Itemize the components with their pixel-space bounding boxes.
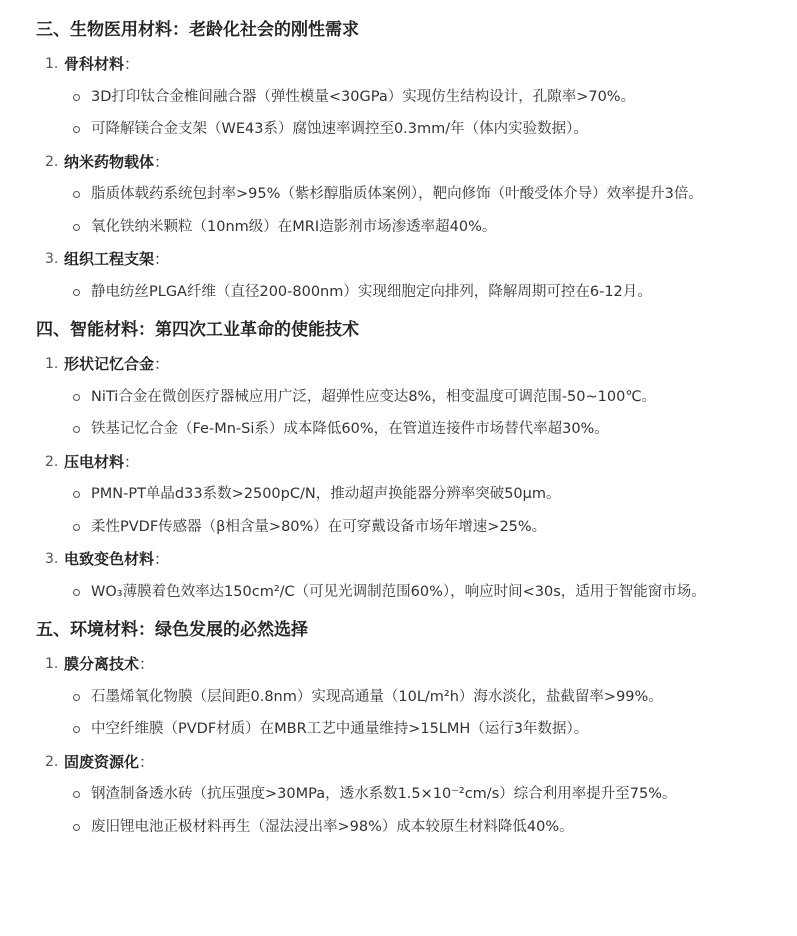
bullet-text: 静电纺丝PLGA纤维（直径200-800nm）实现细胞定向排列，降解周期可控在6-12月。 [91, 283, 652, 300]
item-heading [36, 243, 791, 276]
hollow-circle-bullet-icon [73, 394, 80, 401]
item-colon: ： [124, 452, 140, 471]
item-colon: ： [154, 550, 170, 568]
section-biomedical [36, 14, 791, 308]
item-label: 电致变色材料 [64, 550, 155, 568]
bullet-text: 脂质体载药系统包封率>95%（紫杉醇脂质体案例），靶向修饰（叶酸受体介导）效率提升3倍。 [91, 186, 703, 202]
bullet-text: 钢渣制备透水砖（抗压强度>30MPa，透水系数1.5×10⁻²cm/s）综合利用率提升至75%。 [91, 786, 677, 802]
bullet-item [36, 113, 791, 146]
bullet-list [36, 681, 791, 746]
list-item [36, 348, 791, 446]
item-heading [36, 446, 791, 479]
item-heading [36, 48, 791, 81]
list-item [36, 48, 791, 146]
hollow-circle-bullet-icon [73, 126, 80, 133]
bullet-list [36, 81, 791, 146]
bullet-text: 3D打印钛合金椎间融合器（弹性模量<30GPa）实现仿生结构设计，孔隙率>70%。 [91, 88, 636, 105]
item-label: 纳米药物载体 [64, 152, 155, 171]
hollow-circle-bullet-icon [73, 726, 80, 733]
hollow-circle-bullet-icon [73, 491, 80, 498]
item-number: 3. [45, 551, 59, 567]
bullet-text: 铁基记忆合金（Fe-Mn-Si系）成本降低60%，在管道连接件市场替代率超30%。 [91, 421, 609, 437]
numbered-list [36, 648, 791, 843]
section-smart-materials [36, 308, 791, 608]
hollow-circle-bullet-icon [73, 524, 80, 531]
bullet-text: 氧化铁纳米颗粒（10nm级）在MRI造影剂市场渗透率超40%。 [91, 218, 497, 235]
item-colon: ： [139, 752, 155, 771]
hollow-circle-bullet-icon [73, 224, 80, 231]
item-colon: ： [154, 152, 170, 171]
item-number: 2. [45, 753, 59, 770]
item-heading [36, 648, 791, 681]
bullet-text: 可降解镁合金支架（WE43系）腐蚀速率调控至0.3mm/年（体内实验数据）。 [91, 121, 588, 137]
bullet-list [36, 478, 791, 543]
hollow-circle-bullet-icon [73, 191, 80, 198]
bullet-item [36, 178, 791, 211]
list-item [36, 146, 791, 244]
bullet-text: PMN-PT单晶d33系数>2500pC/N，推动超声换能器分辨率突破50μm。 [91, 486, 561, 502]
item-colon: ： [139, 655, 155, 673]
document-body [36, 14, 791, 843]
item-label: 压电材料 [64, 452, 125, 471]
hollow-circle-bullet-icon [73, 694, 80, 701]
bullet-item [36, 81, 791, 114]
bullet-item [36, 681, 791, 714]
bullet-item [36, 576, 791, 609]
bullet-text: NiTi合金在微创医疗器械应用广泛，超弹性应变达8%，相变温度可调范围-50~100℃。 [91, 388, 657, 405]
item-number: 1. [45, 56, 59, 72]
section-title: 五、环境材料：绿色发展的必然选择 [36, 620, 308, 640]
hollow-circle-bullet-icon [73, 426, 80, 433]
bullet-text: 废旧锂电池正极材料再生（湿法浸出率>98%）成本较原生材料降低40%。 [91, 818, 574, 835]
bullet-item [36, 211, 791, 244]
item-colon: ： [154, 355, 170, 373]
bullet-list [36, 178, 791, 243]
bullet-list [36, 381, 791, 446]
bullet-text: 中空纤维膜（PVDF材质）在MBR工艺中通量维持>15LMH（运行3年数据）。 [91, 721, 589, 737]
hollow-circle-bullet-icon [73, 94, 80, 101]
bullet-item [36, 713, 791, 746]
item-heading [36, 146, 791, 179]
bullet-item [36, 511, 791, 544]
item-colon: ： [124, 55, 140, 73]
bullet-item [36, 381, 791, 414]
list-item [36, 648, 791, 746]
item-label: 固废资源化 [64, 752, 140, 771]
item-label: 组织工程支架 [64, 250, 155, 268]
section-title: 四、智能材料：第四次工业革命的使能技术 [36, 320, 359, 340]
bullet-item [36, 413, 791, 446]
bullet-text: 柔性PVDF传感器（β相含量>80%）在可穿戴设备市场年增速>25%。 [91, 518, 547, 535]
item-colon: ： [154, 250, 170, 268]
hollow-circle-bullet-icon [73, 589, 80, 596]
item-label: 骨科材料 [64, 55, 125, 73]
list-item [36, 543, 791, 608]
bullet-list [36, 576, 791, 609]
list-item [36, 746, 791, 844]
section-title: 三、生物医用材料：老龄化社会的刚性需求 [36, 20, 359, 40]
item-number: 3. [45, 251, 59, 267]
bullet-text: WO₃薄膜着色效率达150cm²/C（可见光调制范围60%），响应时间<30s，适用于智能窗市场。 [91, 583, 706, 600]
item-label: 膜分离技术 [64, 655, 140, 673]
numbered-list [36, 48, 791, 308]
hollow-circle-bullet-icon [73, 824, 80, 831]
numbered-list [36, 348, 791, 608]
item-label: 形状记忆合金 [64, 355, 155, 373]
item-heading [36, 543, 791, 576]
bullet-item [36, 778, 791, 811]
bullet-list [36, 276, 791, 309]
list-item [36, 243, 791, 308]
item-number: 1. [45, 656, 59, 672]
bullet-item [36, 478, 791, 511]
bullet-item [36, 811, 791, 844]
item-number: 2. [45, 153, 59, 170]
item-heading [36, 746, 791, 779]
bullet-text: 石墨烯氧化物膜（层间距0.8nm）实现高通量（10L/m²h）海水淡化，盐截留率>99%。 [91, 688, 663, 705]
section-environmental [36, 608, 791, 843]
bullet-item [36, 276, 791, 309]
bullet-list [36, 778, 791, 843]
list-item [36, 446, 791, 544]
hollow-circle-bullet-icon [73, 289, 80, 296]
item-number: 1. [45, 356, 59, 372]
item-heading [36, 348, 791, 381]
item-number: 2. [45, 453, 59, 470]
hollow-circle-bullet-icon [73, 791, 80, 798]
